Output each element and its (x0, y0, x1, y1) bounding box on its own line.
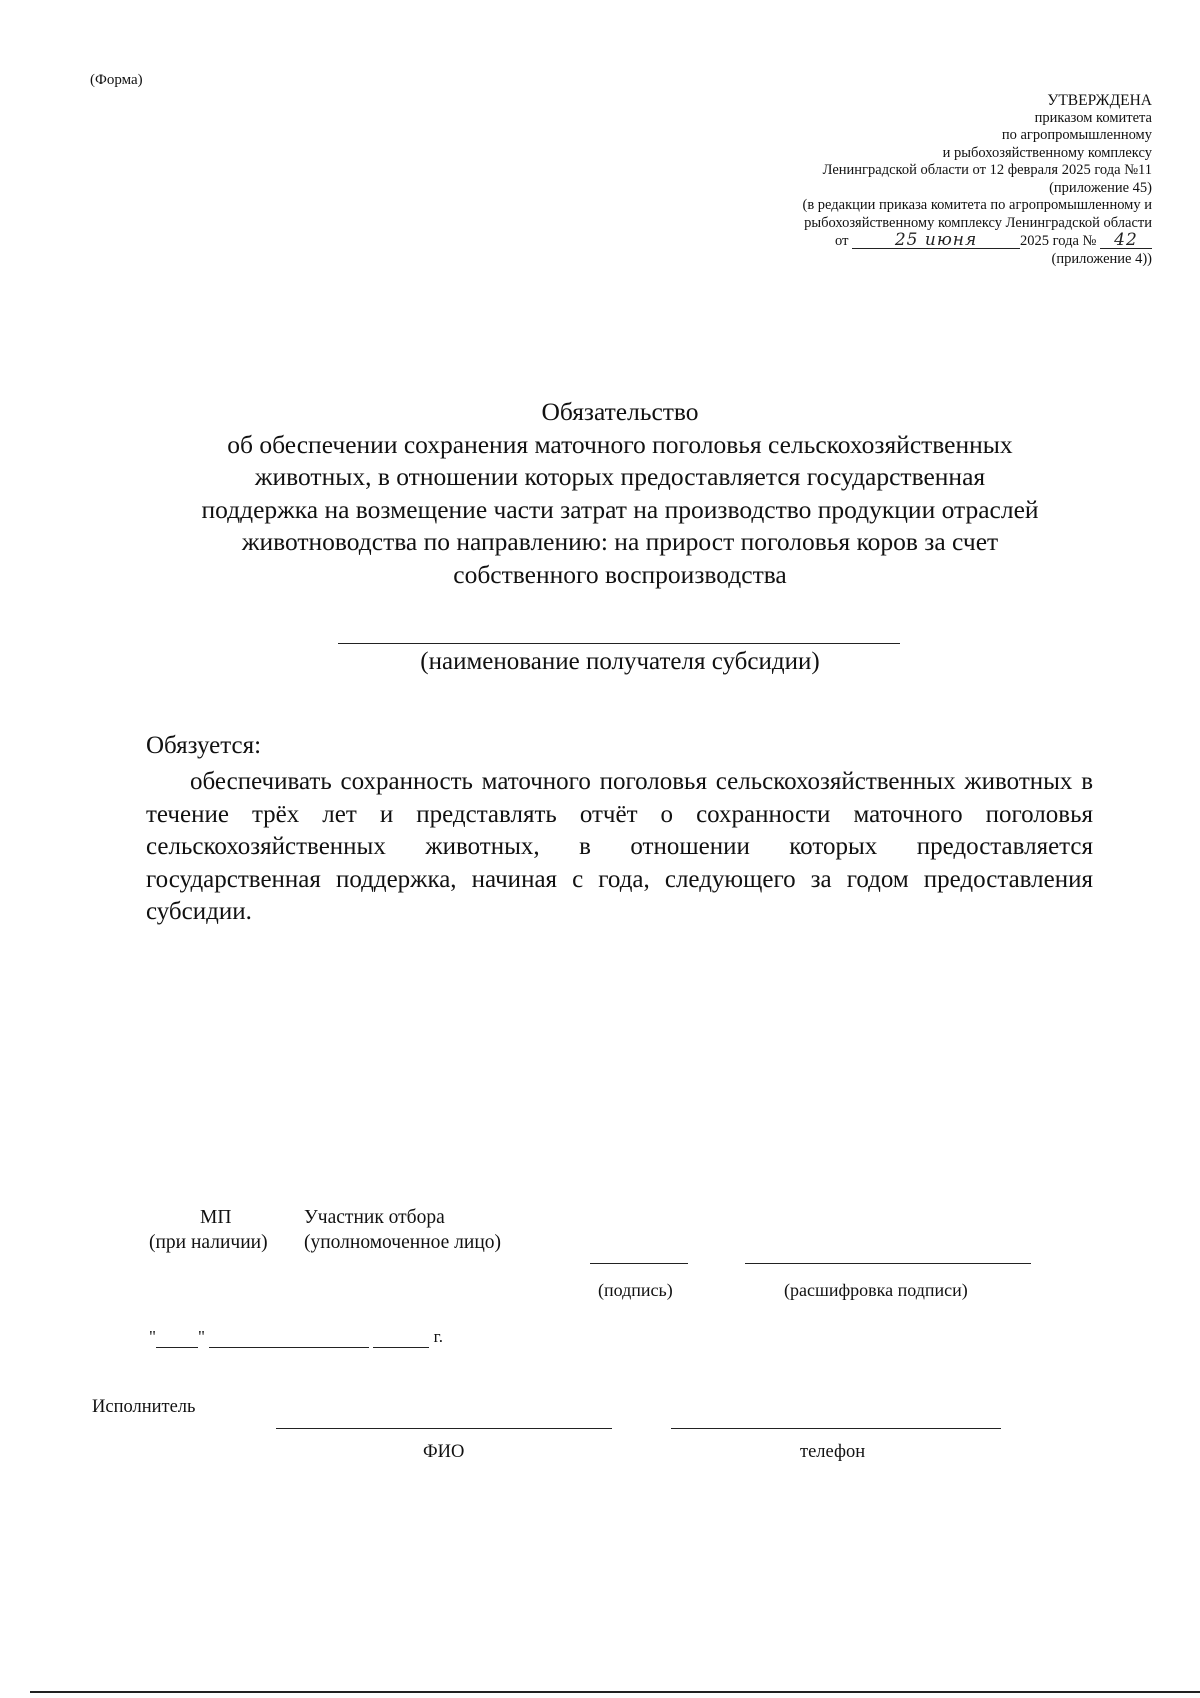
obligation-text: обеспечивать сохранность маточного поголовья сельскохозяйственных животных в течение трёх лет и представлять отчёт о сохранности маточного поголовья сельскохозяйственных животных, в отношении которых предоставляется государственная поддержка, начиная с года, следующего за годом предоставления субсидии. (146, 768, 1093, 925)
approval-heading: УТВЕРЖДЕНА (1047, 92, 1152, 109)
approval-line: Ленинградской области от 12 февраля 2025 года №11 (822, 162, 1152, 178)
document-title (130, 396, 1110, 591)
approval-line: приказом комитета (1034, 109, 1152, 126)
recipient-name-field[interactable] (338, 643, 900, 644)
participant-note: (уполномоченное лицо) (304, 1232, 501, 1253)
fio-caption: ФИО (423, 1442, 465, 1462)
signature-decode-caption: (расшифровка подписи) (784, 1280, 968, 1300)
signature-decode-field[interactable] (745, 1263, 1031, 1264)
approval-line: (в редакции приказа комитета по агропромышленному и (802, 197, 1152, 213)
title-line: животных, в отношении которых предоставляется государственная (254, 462, 986, 491)
page-bottom-rule (30, 1691, 1200, 1693)
executor-phone-field[interactable] (671, 1428, 1001, 1429)
approval-line: рыбохозяйственному комплексу Ленинградской области (804, 214, 1152, 231)
title-line: животноводства по направлению: на прирост поголовья коров за счет (241, 527, 999, 556)
phone-caption: телефон (800, 1442, 866, 1462)
approval-line: (приложение 45) (1049, 179, 1152, 196)
year-suffix: г. (433, 1327, 443, 1346)
approval-number-field (1100, 232, 1152, 249)
approval-date-field (852, 232, 1020, 249)
approval-line: и рыбохозяйственному комплексу (942, 144, 1152, 161)
sign-date-row (149, 1327, 443, 1348)
title-line: об обеспечении сохранения маточного поголовья сельскохозяйственных (227, 429, 1013, 459)
seal-label: МП (200, 1207, 232, 1228)
approval-year-text: 2025 года № (1020, 233, 1097, 249)
date-quote-close: " (197, 1327, 205, 1346)
participant-label: Участник отбора (304, 1207, 445, 1228)
handwritten-number: 42 (1114, 230, 1138, 250)
executor-fio-field[interactable] (276, 1428, 612, 1429)
seal-note: (при наличии) (149, 1232, 268, 1253)
approval-appendix: (приложение 4)) (1051, 250, 1152, 267)
recipient-caption: (наименование получателя субсидии) (420, 648, 820, 675)
day-field[interactable] (156, 1327, 198, 1348)
title-line: собственного воспроизводства (453, 559, 787, 589)
obligates-label: Обязуется: (146, 732, 262, 759)
title-line: поддержка на возмещение части затрат на производство продукции отраслей (201, 494, 1039, 524)
signature-caption: (подпись) (598, 1280, 673, 1300)
date-quote-open: " (149, 1327, 156, 1346)
handwritten-date: 25 июня (894, 230, 978, 250)
title-line: Обязательство (541, 397, 699, 426)
approval-date-row (712, 232, 1152, 251)
form-label: (Форма) (90, 72, 143, 88)
month-field[interactable] (209, 1327, 369, 1348)
approval-date-prefix: от (835, 233, 849, 249)
executor-label: Исполнитель (92, 1397, 196, 1417)
approval-line: по агропромышленному (1001, 127, 1152, 143)
approval-stamp (712, 92, 1152, 268)
signature-field[interactable] (590, 1263, 688, 1264)
year-field[interactable] (373, 1327, 429, 1348)
